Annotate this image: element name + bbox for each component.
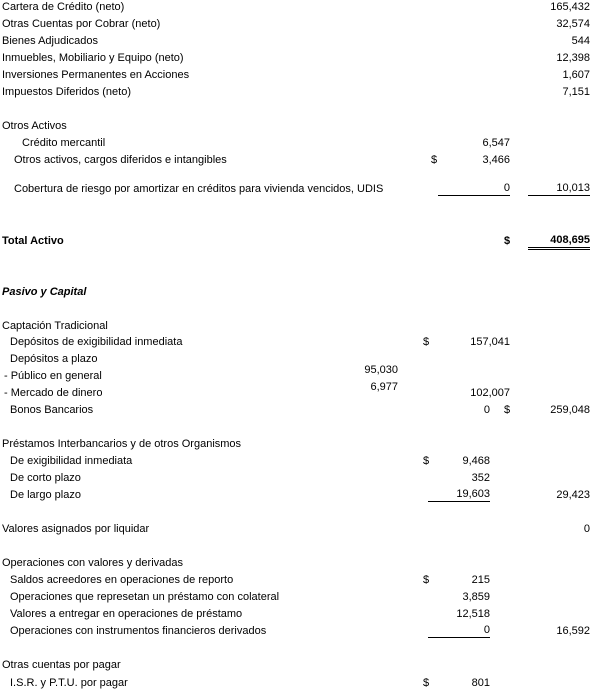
row-operaciones <box>0 555 594 571</box>
depositos-exig-label: Depósitos de exigibilidad inmediata <box>10 336 183 348</box>
isr-label: I.S.R. y P.T.U. por pagar <box>10 677 128 689</box>
saldos-value: 215 <box>471 574 490 586</box>
row-inmuebles <box>0 50 594 66</box>
isr-currency: $ <box>423 677 430 689</box>
otras-cuentas-label: Otras Cuentas por Cobrar (neto) <box>2 18 161 30</box>
corto-value: 352 <box>471 472 490 484</box>
saldos-label: Saldos acreedores en operaciones de reporto <box>10 574 234 586</box>
depositos-exig-value: 157,041 <box>470 336 510 348</box>
cartera-value: 165,432 <box>550 1 590 13</box>
inversiones-label: Inversiones Permanentes en Acciones <box>2 69 190 81</box>
de-exig-label: De exigibilidad inmediata <box>10 455 133 467</box>
cobertura-total: 10,013 <box>528 181 590 196</box>
otras-pagar-heading: Otras cuentas por pagar <box>2 659 121 671</box>
total-activo-value: 408,695 <box>528 233 590 250</box>
row-largo <box>0 487 594 503</box>
derivados-value: 0 <box>428 623 490 638</box>
otros-cargos-value: 3,466 <box>482 154 510 166</box>
bienes-value: 544 <box>571 35 590 47</box>
row-credito-mercantil <box>0 135 594 151</box>
captacion-heading: Captación Tradicional <box>2 320 108 332</box>
inmuebles-value: 12,398 <box>556 52 590 64</box>
row-de-exig <box>0 453 594 469</box>
publico-label: - Público en general <box>4 370 102 382</box>
prestamo-colateral-label: Operaciones que represetan un préstamo con colateral <box>10 591 280 603</box>
otros-cargos-label: Otros activos, cargos diferidos e intangibles <box>14 154 227 166</box>
prestamo-colateral-value: 3,859 <box>462 591 490 603</box>
row-depositos-exig <box>0 334 594 350</box>
cartera-label: Cartera de Crédito (neto) <box>2 1 125 13</box>
valores-entregar-value: 12,518 <box>456 608 490 620</box>
valores-total: 0 <box>583 523 590 535</box>
otros-activos-heading: Otros Activos <box>2 120 67 132</box>
operaciones-heading: Operaciones con valores y derivadas <box>2 557 183 569</box>
total-activo-label: Total Activo <box>2 235 64 247</box>
mercado-value: 6,977 <box>370 381 398 393</box>
row-otros-activos <box>0 118 594 134</box>
largo-value: 19,603 <box>428 487 490 502</box>
row-publico <box>0 364 594 384</box>
row-corto <box>0 470 594 486</box>
credito-mercantil-value: 6,547 <box>482 137 510 149</box>
inmuebles-label: Inmuebles, Mobiliario y Equipo (neto) <box>2 52 184 64</box>
row-bienes <box>0 33 594 49</box>
publico-value: 95,030 <box>364 364 398 376</box>
largo-label: De largo plazo <box>10 489 81 501</box>
row-otras-cuentas <box>0 16 594 32</box>
otras-cuentas-value: 32,574 <box>556 18 590 30</box>
row-prestamos <box>0 436 594 452</box>
row-otros-cargos <box>0 152 594 168</box>
pasivo-heading: Pasivo y Capital <box>2 286 87 298</box>
mercado-label: - Mercado de dinero <box>4 387 103 399</box>
depositos-exig-currency: $ <box>423 336 430 348</box>
cobertura-label: Cobertura de riesgo por amortizar en créditos para vivienda vencidos, UDIS <box>14 183 384 195</box>
credito-mercantil-label: Crédito mercantil <box>22 137 106 149</box>
row-valores-entregar <box>0 606 594 622</box>
valores-entregar-label: Valores a entregar en operaciones de préstamo <box>10 608 243 620</box>
impuestos-value: 7,151 <box>562 86 590 98</box>
otros-cargos-currency: $ <box>431 154 438 166</box>
row-otras-pagar <box>0 657 594 673</box>
derivados-total: 16,592 <box>556 625 590 637</box>
row-derivados <box>0 623 594 639</box>
bienes-label: Bienes Adjudicados <box>2 35 99 47</box>
inversiones-value: 1,607 <box>562 69 590 81</box>
row-bonos <box>0 402 594 418</box>
row-pasivo-heading <box>0 284 594 300</box>
row-saldos <box>0 572 594 588</box>
bonos-total: 259,048 <box>550 404 590 416</box>
de-exig-value: 9,468 <box>462 455 490 467</box>
total-activo-currency: $ <box>504 235 511 247</box>
row-inversiones <box>0 67 594 83</box>
derivados-label: Operaciones con instrumentos financieros derivados <box>10 625 267 637</box>
row-mercado <box>0 381 594 401</box>
row-cobertura <box>0 181 594 197</box>
row-impuestos <box>0 84 594 100</box>
mercado-subtotal: 102,007 <box>470 387 510 399</box>
impuestos-label: Impuestos Diferidos (neto) <box>2 86 131 98</box>
de-exig-currency: $ <box>423 455 430 467</box>
valores-label: Valores asignados por liquidar <box>2 523 150 535</box>
cobertura-value: 0 <box>438 181 510 196</box>
row-total-activo <box>0 233 594 249</box>
isr-value: 801 <box>471 677 490 689</box>
prestamos-heading: Préstamos Interbancarios y de otros Organismos <box>2 438 242 450</box>
row-depositos-plazo <box>0 351 594 367</box>
row-cartera <box>0 0 594 15</box>
bonos-label: Bonos Bancarios <box>10 404 94 416</box>
bonos-value: 0 <box>483 404 490 416</box>
saldos-currency: $ <box>423 574 430 586</box>
bonos-currency: $ <box>504 404 511 416</box>
row-valores <box>0 521 594 537</box>
largo-total: 29,423 <box>556 489 590 501</box>
row-captacion <box>0 318 594 334</box>
corto-label: De corto plazo <box>10 472 81 484</box>
row-prestamo-colateral <box>0 589 594 605</box>
row-isr <box>0 675 594 691</box>
depositos-plazo-label: Depósitos a plazo <box>10 353 98 365</box>
